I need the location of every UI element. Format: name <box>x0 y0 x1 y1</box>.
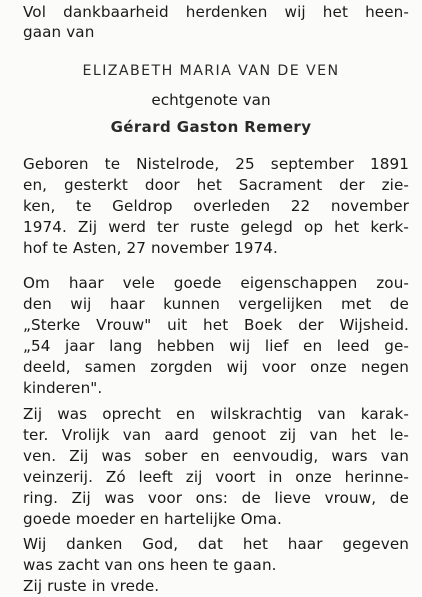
spouse-name: Gérard Gaston Remery <box>110 118 312 136</box>
birth-line-1: Geboren te Nistelrode, 25 september 1891 <box>23 155 409 173</box>
character-line-6: goede moeder en hartelijke Oma. <box>23 510 282 528</box>
birth-line-2: en, gesterkt door het Sacrament der zie- <box>23 176 409 194</box>
character-line-2: ter. Vrolijk van aard genoot zij van het le- <box>23 426 409 444</box>
virtues-line-3: „Sterke Vrouw" uit het Boek der Wijsheid. <box>23 316 409 334</box>
spouse-relation: echtgenote van <box>151 91 271 109</box>
birth-line-5: hof te Asten, 27 november 1974. <box>23 239 278 257</box>
character-line-1: Zij was oprecht en wilskrachtig van karak- <box>23 405 409 423</box>
virtues-line-2: den wij haar kunnen vergelijken met de <box>23 295 409 313</box>
character-line-5: ring. Zij was voor ons: de lieve vrouw, de <box>23 489 409 507</box>
birth-line-4: 1974. Zij werd ter ruste gelegd op het kerk- <box>23 218 409 236</box>
virtues-line-4: „54 jaar lang hebben wij lief en leed ge- <box>23 337 409 355</box>
intro-line-2: gaan van <box>23 23 95 41</box>
closing-line: Zij ruste in vrede. <box>23 577 160 595</box>
character-line-4: veinzerij. Zó leeft zij voort in onze herinne- <box>23 468 409 486</box>
character-line-3: ven. Zij was sober en eenvoudig, wars van <box>23 447 409 465</box>
birth-line-3: ken, te Geldrop overleden 22 november <box>23 197 409 215</box>
virtues-line-1: Om haar vele goede eigenschappen zou- <box>23 274 409 292</box>
virtues-line-6: kinderen". <box>23 379 103 397</box>
intro-line-1: Vol dankbaarheid herdenken wij het heen- <box>23 3 409 21</box>
thanks-line-2: was zacht van ons heen te gaan. <box>23 556 277 574</box>
virtues-line-5: deeld, samen zorgden wij voor onze negen <box>23 358 409 376</box>
deceased-name: ELIZABETH MARIA VAN DE VEN <box>82 63 340 79</box>
thanks-line-1: Wij danken God, dat het haar gegeven <box>23 535 409 553</box>
